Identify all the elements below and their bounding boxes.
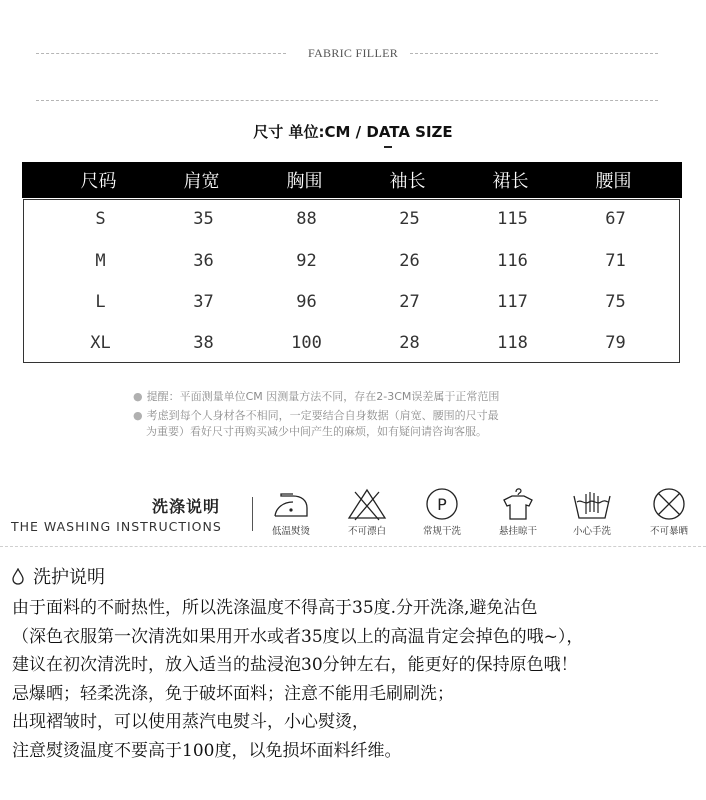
no-bleach-icon [345,486,389,522]
table-cell: 92 [296,251,317,271]
no-tumble-dry-icon [647,486,691,522]
table-cell: 116 [497,251,528,271]
care-title-text: 洗护说明 [33,567,105,588]
care-symbol-label: 小心手洗 [572,526,611,537]
header-divider [36,100,658,101]
table-cell: 35 [193,209,214,229]
title-underline-mark [384,146,392,148]
bullet-icon: ● [133,390,143,403]
care-line: （深色衣服第一次清洗如果用开水或者35度以上的高温肯定会掉色的哦~）， [12,626,584,647]
column-header-shoulder: 肩宽 [183,171,220,192]
care-line: 注意熨烫温度不要高于100度，以免损坏面料纤维。 [12,740,402,761]
table-cell: XL [90,333,111,353]
table-cell: 88 [296,209,317,229]
table-cell: 36 [193,251,214,271]
table-cell: 26 [399,251,420,271]
size-table-header [22,162,682,198]
bullet-icon: ● [133,409,143,422]
table-cell: S [95,209,106,229]
care-symbol-label: 悬挂晾干 [498,526,537,537]
table-cell: 79 [605,333,626,353]
table-cell: L [95,292,106,312]
care-symbol-label: 不可漂白 [347,526,386,537]
table-cell: 71 [605,251,626,271]
table-cell: M [95,251,106,271]
column-header-bust: 胸围 [286,171,323,192]
section-divider [0,546,706,547]
care-symbol-bleach [333,486,401,537]
washing-title: 洗涤说明 [152,497,221,516]
table-cell: 25 [399,209,420,229]
water-drop-icon [12,568,24,585]
header-label: FABRIC FILLER [0,46,706,61]
column-header-waist: 腰围 [595,171,632,192]
note-text: 考虑到每个人身材各不相同，一定要结合自身数据（肩宽、腰围的尺寸最 [146,409,499,422]
care-symbol-label: 不可暴晒 [649,526,688,537]
vertical-divider [252,497,253,531]
measurement-note [133,389,583,405]
care-instructions [12,594,702,766]
table-cell: 28 [399,333,420,353]
hand-wash-icon [570,486,614,522]
table-cell: 96 [296,292,317,312]
table-cell: 115 [497,209,528,229]
care-line: 建议在初次清洗时，放入适当的盐浸泡30分钟左右，能更好的保持原色哦！ [12,655,578,676]
hang-dry-icon [496,486,540,522]
care-line: 出现褶皱时，可以使用蒸汽电熨斗，小心熨烫， [12,712,369,733]
table-cell: 118 [497,333,528,353]
svg-text:P: P [437,495,447,514]
column-header-skirt-length: 裙长 [492,171,529,192]
table-row [24,333,679,353]
washing-subtitle: THE WASHING INSTRUCTIONS [11,519,222,534]
care-symbol-no-tumble [635,486,703,537]
note-text: 提醒：平面测量单位CM 因测量方法不同，存在2-3CM误差属于正常范围 [146,390,500,403]
table-cell: 67 [605,209,626,229]
care-line: 由于面料的不耐热性，所以洗涤温度不得高于35度.分开洗涤,避免沾色 [12,598,538,618]
table-row [24,251,679,271]
column-header-size: 尺码 [80,171,117,192]
care-symbol-hang [484,486,552,537]
care-line: 忌爆晒；轻柔洗涤，免于破坏面料；注意不能用毛刷刷洗； [12,683,454,704]
care-section-title [12,563,105,589]
care-symbol-label: 常规干洗 [422,526,461,537]
table-cell: 100 [291,333,322,353]
care-symbol-iron [257,486,325,537]
table-row [24,292,679,312]
note-text-continued: 为重要）看好尺寸再购买减少中间产生的麻烦，如有疑问请咨询客服。 [146,425,487,438]
care-symbol-handwash [558,486,626,537]
table-cell: 38 [193,333,214,353]
low-temp-iron-icon [269,486,313,522]
dry-clean-p-icon [420,486,464,522]
column-header-sleeve: 袖长 [389,171,426,192]
table-cell: 117 [497,292,528,312]
size-table-title: 尺寸 单位:CM / DATA SIZE [253,123,453,141]
care-symbol-label: 低温熨烫 [271,526,310,537]
table-cell: 27 [399,292,420,312]
care-symbol-dryclean [408,486,476,537]
table-row [24,209,679,229]
table-cell: 37 [193,292,214,312]
body-shape-note [133,408,583,440]
size-table-body [23,199,680,363]
table-cell: 75 [605,292,626,312]
